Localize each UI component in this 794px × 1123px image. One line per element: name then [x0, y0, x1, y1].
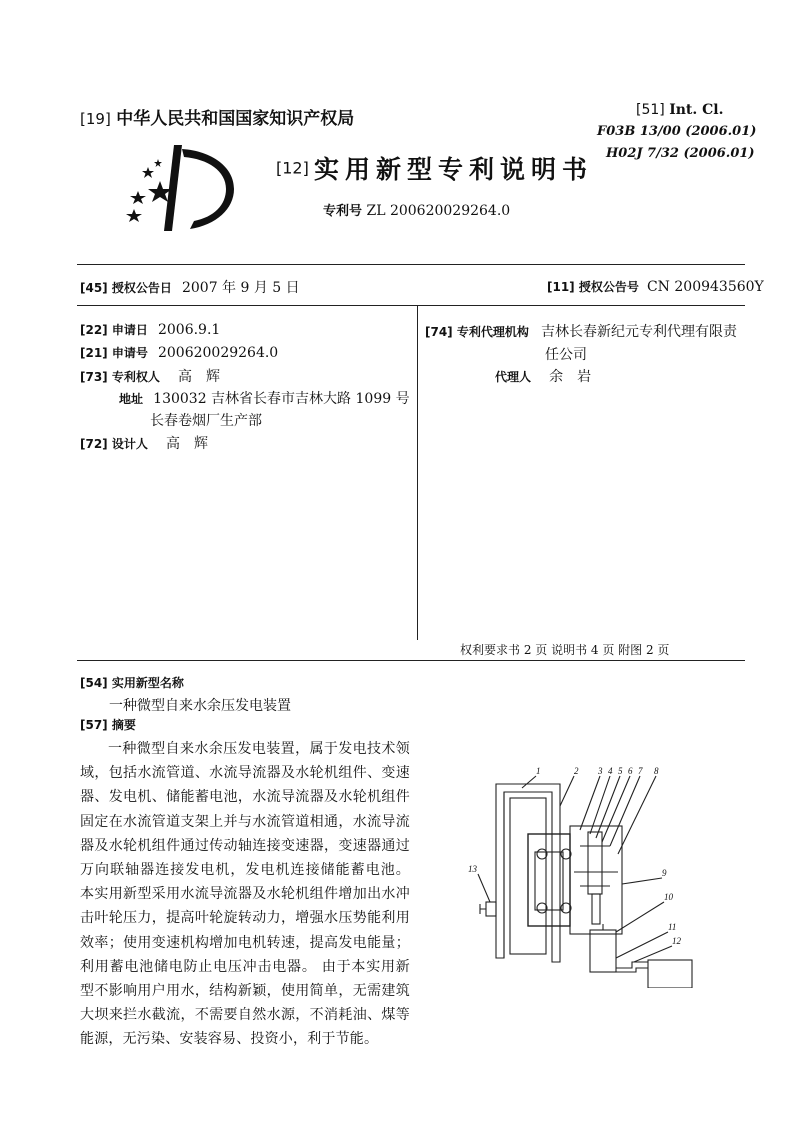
patent-holder-code: [73] [80, 370, 108, 384]
utility-title: 一种微型自来水余压发电装置 [109, 698, 291, 714]
divider-bottom [77, 660, 745, 661]
abstract-header [80, 716, 136, 733]
designer-field [80, 433, 208, 453]
device-figure [462, 762, 700, 988]
address-line-2: 长春卷烟厂生产部 [150, 413, 262, 429]
designer-code: [72] [80, 437, 108, 451]
utility-title-label: 实用新型名称 [111, 676, 184, 690]
patent-holder-field [80, 366, 220, 386]
int-cl-entry-2: H02J 7/32 (2006.01) [606, 146, 755, 161]
int-cl-label: Int. Cl. [669, 102, 724, 118]
figure-label-1: 1 [536, 766, 541, 776]
figure-label-11: 11 [668, 922, 677, 932]
grant-date-value: 2007 年 9 月 5 日 [181, 280, 300, 296]
abstract-body [80, 737, 410, 1052]
designer-label: 设计人 [111, 437, 148, 451]
figure-label-13: 13 [468, 864, 477, 874]
figure-label-4: 4 [608, 766, 613, 776]
doc-title-line [276, 150, 593, 186]
agency-line-1: 吉林长春新纪元专利代理有限责 [540, 324, 737, 340]
office-logo [112, 145, 242, 235]
int-cl-entry-1: F03B 13/00 (2006.01) [597, 124, 757, 139]
grant-number-label: 授权公告号 [578, 280, 639, 294]
divider-dates [77, 305, 745, 306]
figure-label-2: 2 [574, 766, 579, 776]
page-counts: 权利要求书 2 页 说明书 4 页 附图 2 页 [460, 643, 670, 657]
agent-value: 余 岩 [549, 369, 592, 385]
office-name: 中华人民共和国国家知识产权局 [116, 109, 355, 129]
figure-label-10: 10 [664, 892, 673, 902]
int-cl-header [636, 102, 723, 118]
figure-label-9: 9 [662, 868, 667, 878]
address-field [119, 388, 410, 408]
agent-field [495, 366, 591, 386]
divider-vertical [417, 306, 418, 640]
patent-number [323, 200, 510, 219]
agency-code: [74] [425, 325, 453, 339]
grant-date-label: 授权公告日 [111, 281, 172, 295]
utility-title-code: [54] [80, 676, 108, 690]
grant-number-value: CN 200943560Y [646, 279, 764, 295]
grant-date [80, 277, 300, 297]
abstract-label: 摘要 [111, 718, 136, 732]
doc-code: [12] [276, 158, 309, 178]
application-number-label: 申请号 [111, 346, 148, 360]
device-drawing [462, 762, 700, 988]
divider-top [77, 264, 745, 265]
filing-date-field [80, 321, 220, 338]
application-number-code: [21] [80, 346, 108, 360]
figure-label-12: 12 [672, 936, 681, 946]
application-number-value: 200620029264.0 [157, 345, 279, 361]
filing-date-label: 申请日 [111, 323, 148, 337]
logo-emblem-icon [112, 145, 242, 235]
figure-label-3: 3 [598, 766, 603, 776]
agency-line-2: 任公司 [545, 347, 587, 363]
figure-label-6: 6 [628, 766, 633, 776]
agency-label: 专利代理机构 [456, 325, 529, 339]
patent-holder-value: 高 辉 [177, 369, 220, 385]
address-line-1: 130032 吉林省长春市吉林大路 1099 号 [153, 391, 410, 407]
filing-date-code: [22] [80, 323, 108, 337]
office-code: [19] [80, 110, 111, 128]
abstract-text: 一种微型自来水余压发电装置，属于发电技术领域，包括水流管道、水流导流器及水轮机组件、变速器、发电机、储能蓄电池，水流导流器及水轮机组件固定在水流管道支架上并与水流管道相通，水流导流器及水轮机组件通过传动轴连接变速器，变速器通过万向联轴器连接发电机，发电机连接储能蓄电池。 本实用新型采用水流导流器及水轮机组件增加出水冲击叶轮压力，提高叶轮旋转动力，增强水压势能利用效率；使用变速机构增加电机转速，提高发电能量；利用蓄电池储电防止电压冲击电器。 由于本实用新型不影响用户用水，结构新颖，使用简单，无需建筑大坝来拦水截流，不需要自然水源，不消耗油、煤等能源，无污染、安装容易、投资小，利于节能。 [80, 741, 410, 1048]
patent-number-label: 专利号 [323, 204, 363, 219]
patent-holder-label: 专利权人 [111, 370, 160, 384]
designer-value: 高 辉 [165, 436, 208, 452]
figure-label-8: 8 [654, 766, 659, 776]
int-cl-code: [51] [636, 102, 665, 118]
figure-label-7: 7 [638, 766, 643, 776]
application-number-field [80, 344, 278, 361]
grant-number [547, 278, 764, 295]
patent-number-value: ZL 200620029264.0 [366, 203, 511, 219]
grant-date-code: [45] [80, 281, 108, 295]
grant-number-code: [11] [547, 280, 575, 294]
address-label: 地址 [119, 392, 144, 406]
agency-field [425, 321, 737, 341]
agent-label: 代理人 [495, 370, 532, 384]
filing-date-value: 2006.9.1 [157, 322, 221, 338]
utility-title-header [80, 674, 184, 691]
figure-label-5: 5 [618, 766, 623, 776]
doc-title: 实用新型专利说明书 [313, 155, 593, 184]
abstract-code: [57] [80, 718, 108, 732]
office-header [80, 104, 354, 129]
